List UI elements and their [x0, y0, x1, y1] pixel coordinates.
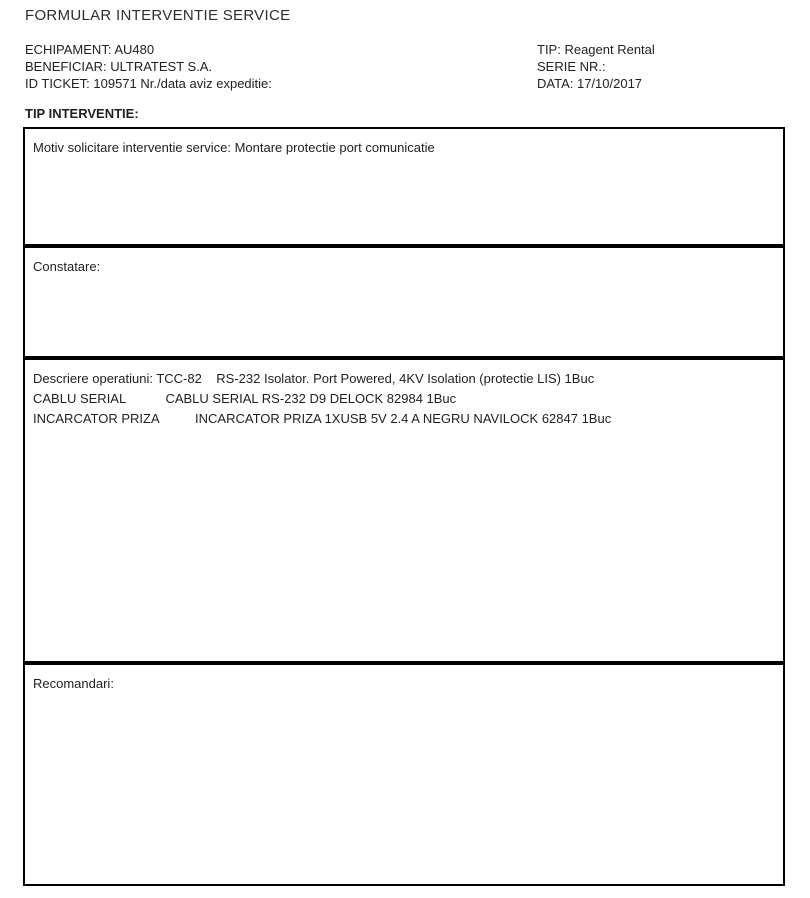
field-serie-nr: SERIE NR.:	[537, 59, 606, 74]
field-echipament: ECHIPAMENT: AU480	[25, 42, 155, 57]
constatare-label: Constatare:	[33, 259, 101, 274]
descriere-line-1: Descriere operatiuni: TCC-82 RS-232 Isolator. Port Powered, 4KV Isolation (protectie LIS) 1Buc	[33, 371, 595, 386]
descriere-line-3: INCARCATOR PRIZA INCARCATOR PRIZA 1XUSB 5V 2.4 A NEGRU NAVILOCK 62847 1Buc	[33, 411, 612, 426]
constatare-box	[23, 246, 785, 358]
descriere-line-2: CABLU SERIAL CABLU SERIAL RS-232 D9 DELOCK 82984 1Buc	[33, 391, 457, 406]
recomandari-label: Recomandari:	[33, 676, 114, 691]
header-right-column	[537, 41, 655, 92]
field-data: DATA: 17/10/2017	[537, 76, 643, 91]
field-beneficiar: BENEFICIAR: ULTRATEST S.A.	[25, 59, 213, 74]
field-tip: TIP: Reagent Rental	[537, 42, 655, 57]
form-boxes	[23, 127, 785, 886]
descriere-operatiuni-box	[23, 358, 785, 663]
field-id-ticket: ID TICKET: 109571 Nr./data aviz expeditie:	[25, 76, 272, 91]
motiv-box	[23, 127, 785, 246]
recomandari-box	[23, 663, 785, 886]
section-label-tip-interventie: TIP INTERVENTIE:	[25, 106, 139, 121]
header-left-column	[25, 41, 272, 92]
motiv-text: Motiv solicitare interventie service: Montare protectie port comunicatie	[33, 140, 435, 155]
form-title: FORMULAR INTERVENTIE SERVICE	[25, 7, 291, 24]
